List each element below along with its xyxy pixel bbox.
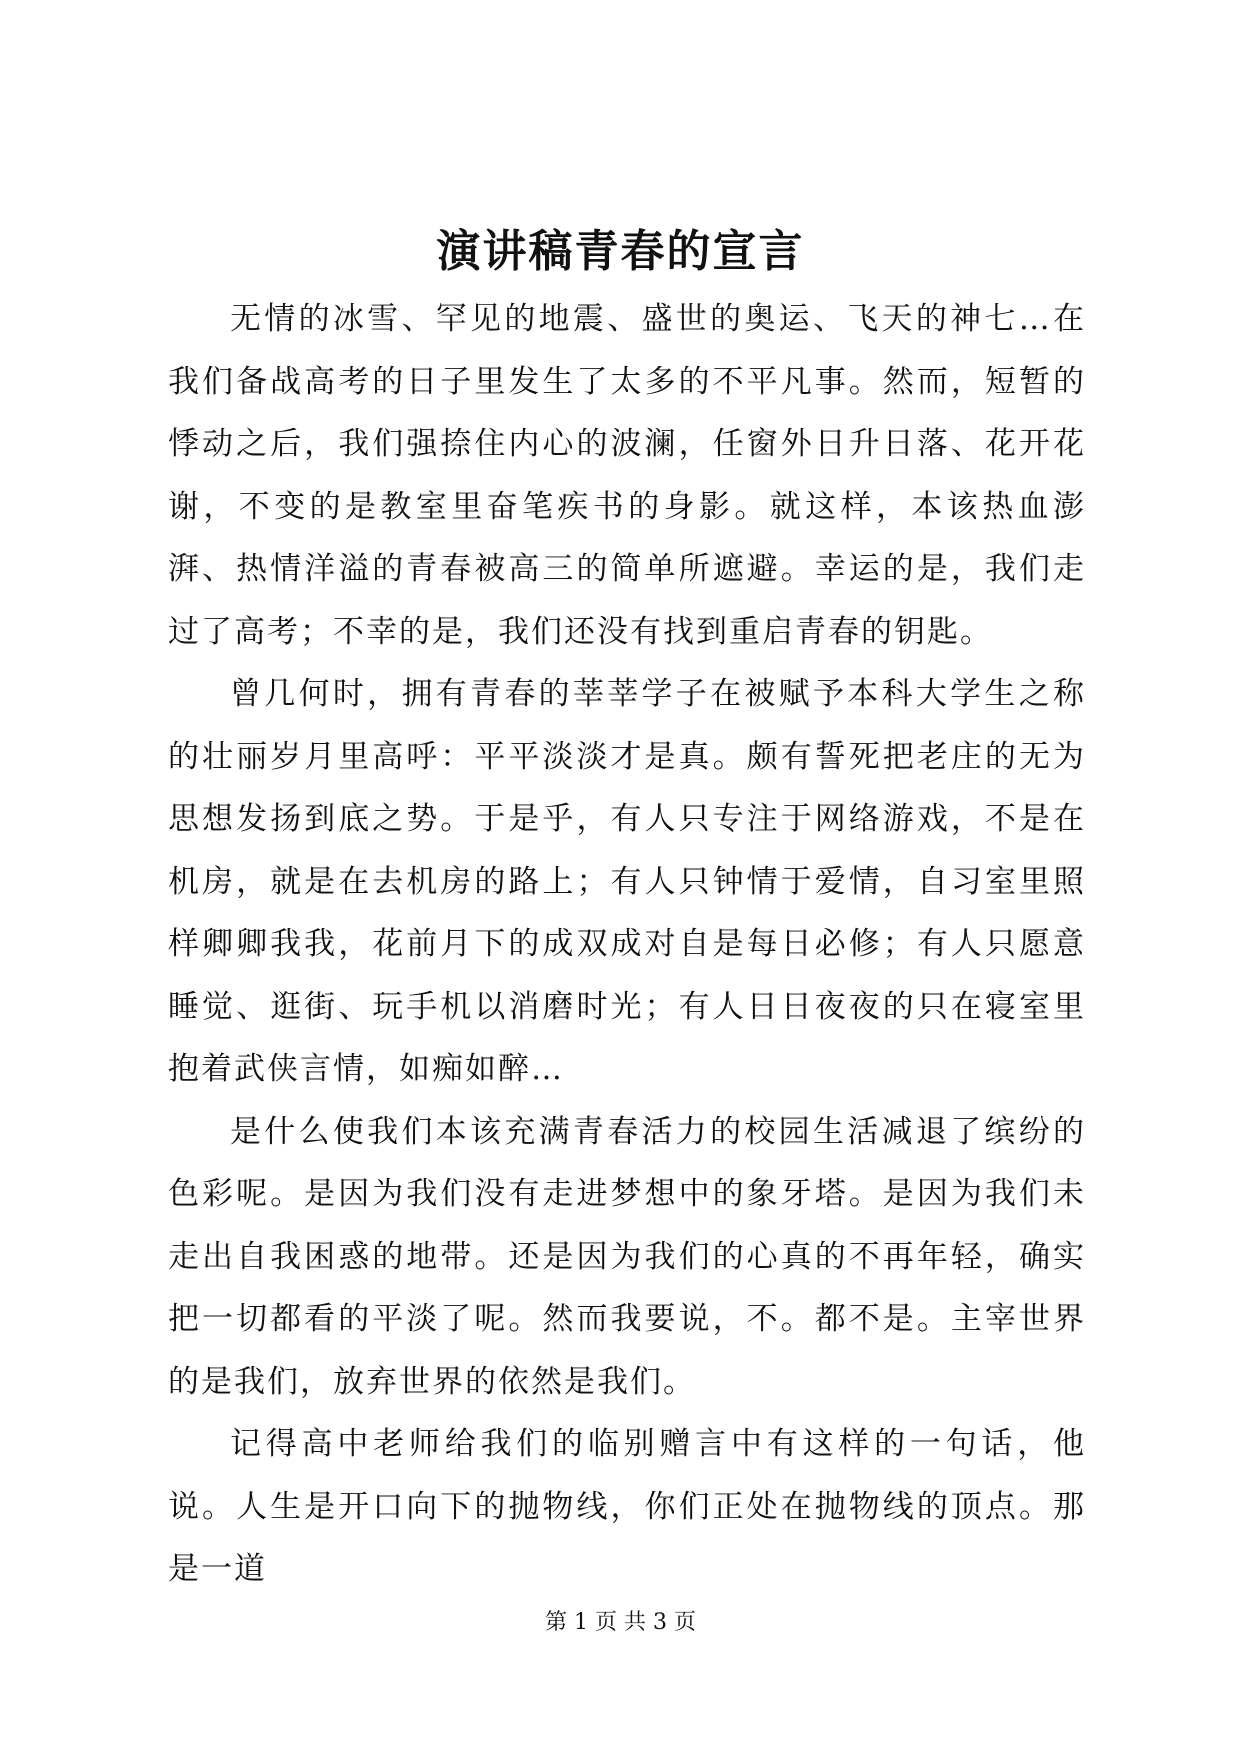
- document-title: 演讲稿青春的宣言: [436, 226, 805, 277]
- paragraph-2: 曾几何时，拥有青春的莘莘学子在被赋予本科大学生之称的壮丽岁月里高呼：平平淡淡才是真。颇有誓死把老庄的无为思想发扬到底之势。于是乎，有人只专注于网络游戏，不是在机房，就是在去机房的路上；有人只钟情于爱情，自习室里照样卿卿我我，花前月下的成双成对自是每日必修；有人只愿意睡觉、逛街、玩手机以消磨时光；有人日日夜夜的只在寝室里抱着武侠言情，如痴如醉…: [168, 676, 1086, 1087]
- page-number-footer: 第 1 页 共 3 页: [545, 1610, 696, 1635]
- document-body: [168, 288, 1086, 1601]
- paragraph-1: 无情的冰雪、罕见的地震、盛世的奥运、飞天的神七…在我们备战高考的日子里发生了太多的不平凡事。然而，短暂的悸动之后，我们强捺住内心的波澜，任窗外日升日落、花开花谢，不变的是教室里奋笔疾书的身影。就这样，本该热血澎湃、热情洋溢的青春被高三的简单所遮避。幸运的是，我们走过了高考；不幸的是，我们还没有找到重启青春的钥匙。: [168, 301, 1086, 650]
- paragraph-3: 是什么使我们本该充满青春活力的校园生活减退了缤纷的色彩呢。是因为我们没有走进梦想中的象牙塔。是因为我们未走出自我困惑的地带。还是因为我们的心真的不再年轻，确实把一切都看的平淡了呢。然而我要说，不。都不是。主宰世界的是我们，放弃世界的依然是我们。: [168, 1113, 1086, 1400]
- paragraph-4: 记得高中老师给我们的临别赠言中有这样的一句话，他说。人生是开口向下的抛物线，你们正处在抛物线的顶点。那是一道: [168, 1426, 1086, 1587]
